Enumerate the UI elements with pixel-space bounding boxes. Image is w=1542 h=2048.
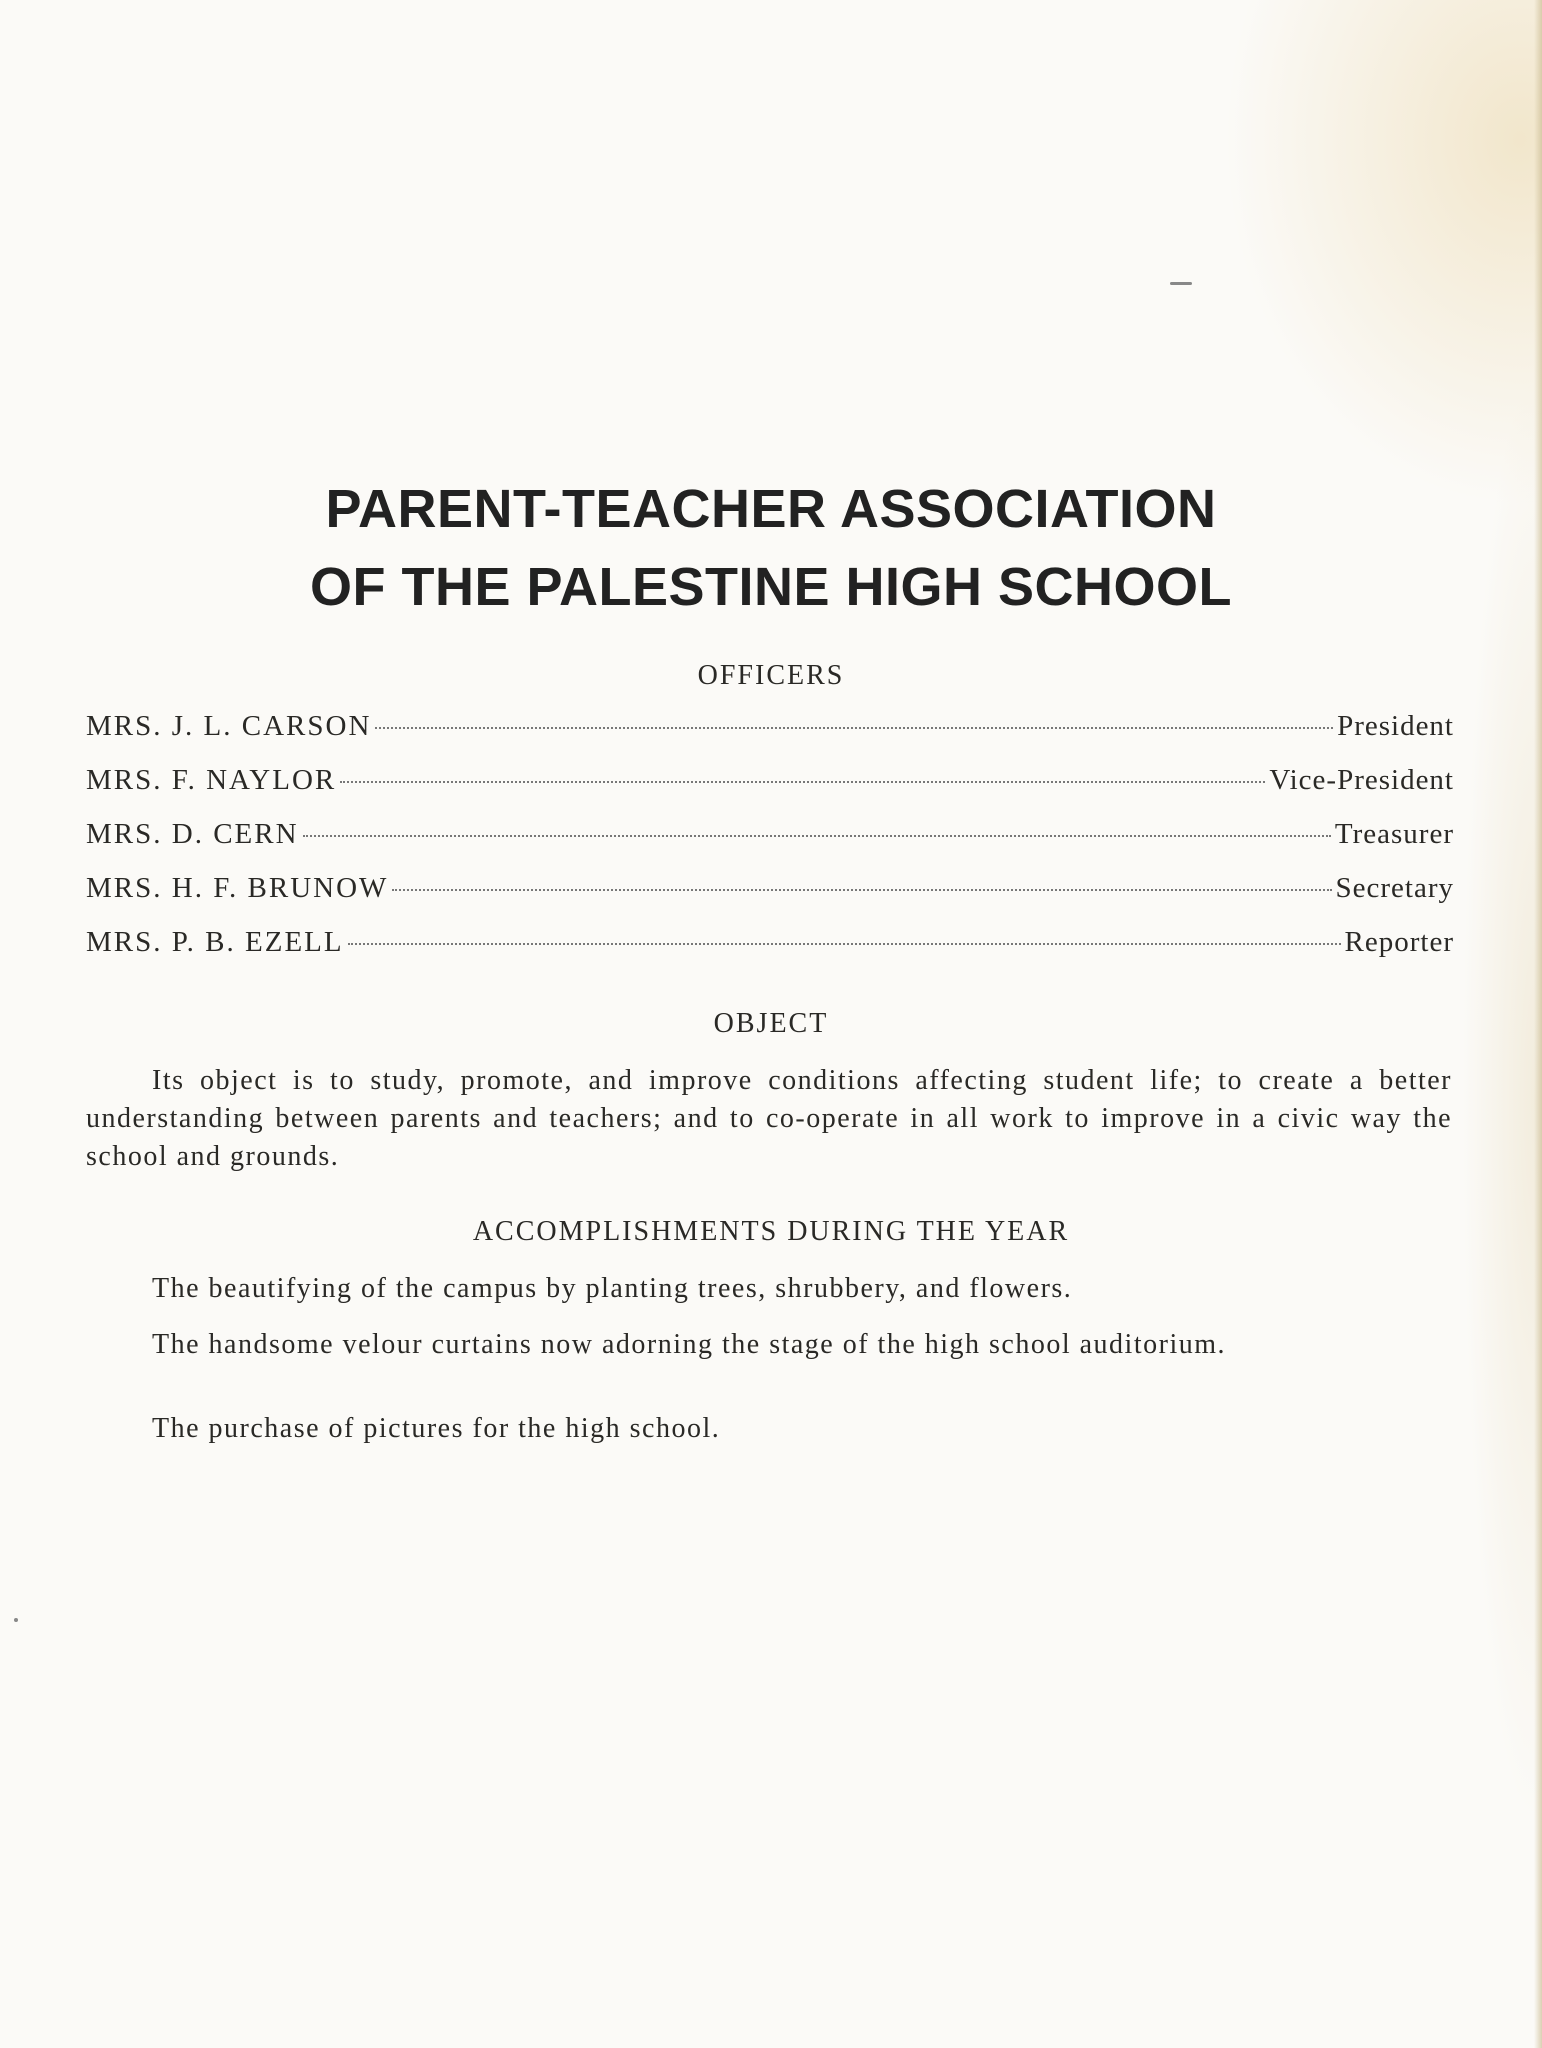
officer-name: MRS. H. F. BRUNOW <box>86 872 389 904</box>
dot-leader <box>348 943 1341 945</box>
officer-role: Vice-President <box>1269 764 1454 796</box>
officer-role: President <box>1337 710 1454 742</box>
officer-name: MRS. P. B. EZELL <box>86 926 344 958</box>
officer-row <box>86 818 1454 872</box>
officers-list <box>86 710 1454 980</box>
dot-leader <box>303 835 1331 837</box>
officer-row <box>86 764 1454 818</box>
officer-role: Secretary <box>1335 872 1454 904</box>
officer-row <box>86 872 1454 926</box>
officer-name: MRS. F. NAYLOR <box>86 764 337 796</box>
paper-speck <box>1170 282 1192 285</box>
officer-role: Reporter <box>1344 926 1454 958</box>
object-heading: OBJECT <box>713 1008 829 1039</box>
paper-speck <box>14 1618 18 1622</box>
accomplishment-item: The beautifying of the campus by planting trees, shrubbery, and flowers. <box>152 1273 1073 1304</box>
officer-row <box>86 926 1454 980</box>
accomplishment-item: The handsome velour curtains now adorning the stage of the high school auditorium. <box>152 1329 1227 1360</box>
title-line-2: OF THE PALESTINE HIGH SCHOOL <box>309 557 1233 617</box>
officer-name: MRS. J. L. CARSON <box>86 710 372 742</box>
officer-role: Treasurer <box>1334 818 1454 850</box>
dot-leader <box>392 889 1331 891</box>
officers-heading: OFFICERS <box>697 660 845 691</box>
officer-row <box>86 710 1454 764</box>
officer-name: MRS. D. CERN <box>86 818 299 850</box>
accomplishments-heading: ACCOMPLISHMENTS DURING THE YEAR <box>472 1216 1070 1247</box>
accomplishment-item: The purchase of pictures for the high school. <box>152 1413 721 1444</box>
dot-leader <box>340 781 1265 783</box>
title-line-1: PARENT-TEACHER ASSOCIATION <box>325 479 1217 539</box>
dot-leader <box>375 727 1333 729</box>
object-paragraph: Its object is to study, promote, and improve conditions affecting student life; to create a better understanding between parents and teachers; and to co-operate in all work to improve in a civic way the school and grounds. <box>86 1065 1452 1172</box>
